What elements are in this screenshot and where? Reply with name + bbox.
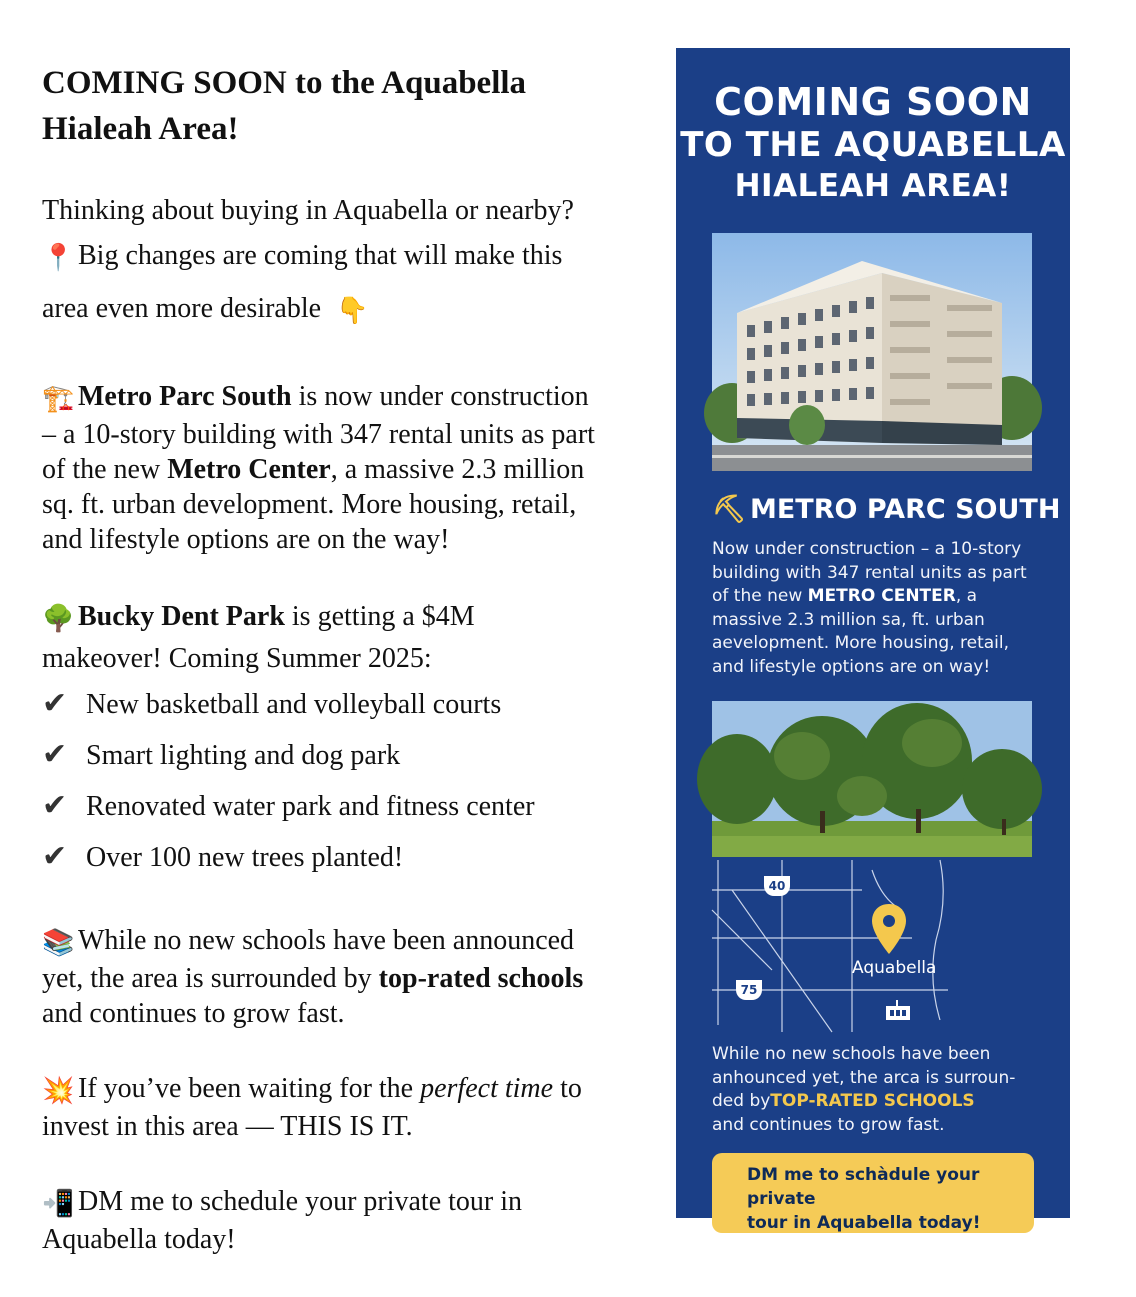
highway-75-shield: 75 [736, 980, 762, 1000]
phone-icon: 📲 [42, 1189, 75, 1219]
pointing-down-icon: 👇 [336, 296, 369, 326]
schools-paragraph: 📚 While no new schools have been announced yet, the area is surrounded by top-rated schools and continues to grow fast. [42, 925, 584, 1029]
intro-paragraph: Thinking about buying in Aquabella or nearby? 📍 Big changes are coming that will make this area even more desirable 👇 [42, 188, 642, 339]
list-item: ✔ Smart lighting and dog park [42, 730, 642, 781]
invest-paragraph: 💥 If you’ve been waiting for the perfect time to invest in this area — THIS IS IT. [42, 1073, 582, 1142]
building-image [712, 233, 1032, 471]
dm-paragraph: 📲 DM me to schedule your private tour in Aquabella today! [42, 1186, 523, 1255]
checkmark-icon: ✔ [42, 737, 68, 772]
list-item: ✔ New basketball and volleyball courts [42, 679, 642, 730]
list-item: ✔ Over 100 new trees planted! [42, 832, 642, 883]
checkmark-icon: ✔ [42, 839, 68, 874]
map-label-aquabella: Aquabella [852, 958, 937, 978]
school-building-icon [884, 1000, 912, 1022]
tree-icon: 🌳 [42, 604, 75, 634]
location-pin-icon [872, 904, 906, 954]
map-graphic [712, 860, 948, 1032]
park-paragraph: 🌳 Bucky Dent Park is getting a $4M makeover! Coming Summer 2025: [42, 601, 475, 674]
explosion-icon: 💥 [42, 1076, 75, 1106]
crane-icon: 🏗️ [42, 384, 75, 414]
article [42, 60, 642, 1297]
schools-description: While no new schools have been anhounced yet, the arca is surroun- ded byTOP-RATED SCHOOLS and continues to grow fast. [712, 1044, 1016, 1135]
metro-description: Now under construction – a 10-story building with 347 rental units as part of the new METRO CENTER, a massive 2.3 million sa, ft. urban aevelopment. More housing, retail, and lifestyle options are on way! [712, 539, 1027, 677]
pin-icon: 📍 [42, 243, 75, 273]
books-icon: 📚 [42, 928, 75, 958]
list-item: ✔ Renovated water park and fitness center [42, 781, 642, 832]
highway-40-shield: 40 [764, 876, 790, 896]
metro-paragraph: 🏗️ Metro Parc South is now under construction – a 10-story building with 347 rental units as part of the new Metro Center, a massive 2.3 million sq. ft. urban development. More housing, retail, and lifestyle options are on the way! [42, 381, 595, 555]
flyer-graphic [676, 48, 1070, 1233]
dm-cta-banner: DM me to schàdule your private tour in Aquabella today! [712, 1153, 1034, 1233]
checkmark-icon: ✔ [42, 788, 68, 823]
crane-icon: ⛏ [712, 494, 747, 525]
article-title: COMING SOON to the Aquabella Hialeah Area! [42, 65, 527, 147]
metro-section-title: ⛏ METRO PARC SOUTH [712, 494, 1061, 525]
park-checklist [42, 679, 642, 883]
checkmark-icon: ✔ [42, 686, 68, 721]
flyer-title: COMING SOON TO THE AQUABELLA HIALEAH AREA! [680, 80, 1066, 204]
park-image [712, 701, 1032, 857]
